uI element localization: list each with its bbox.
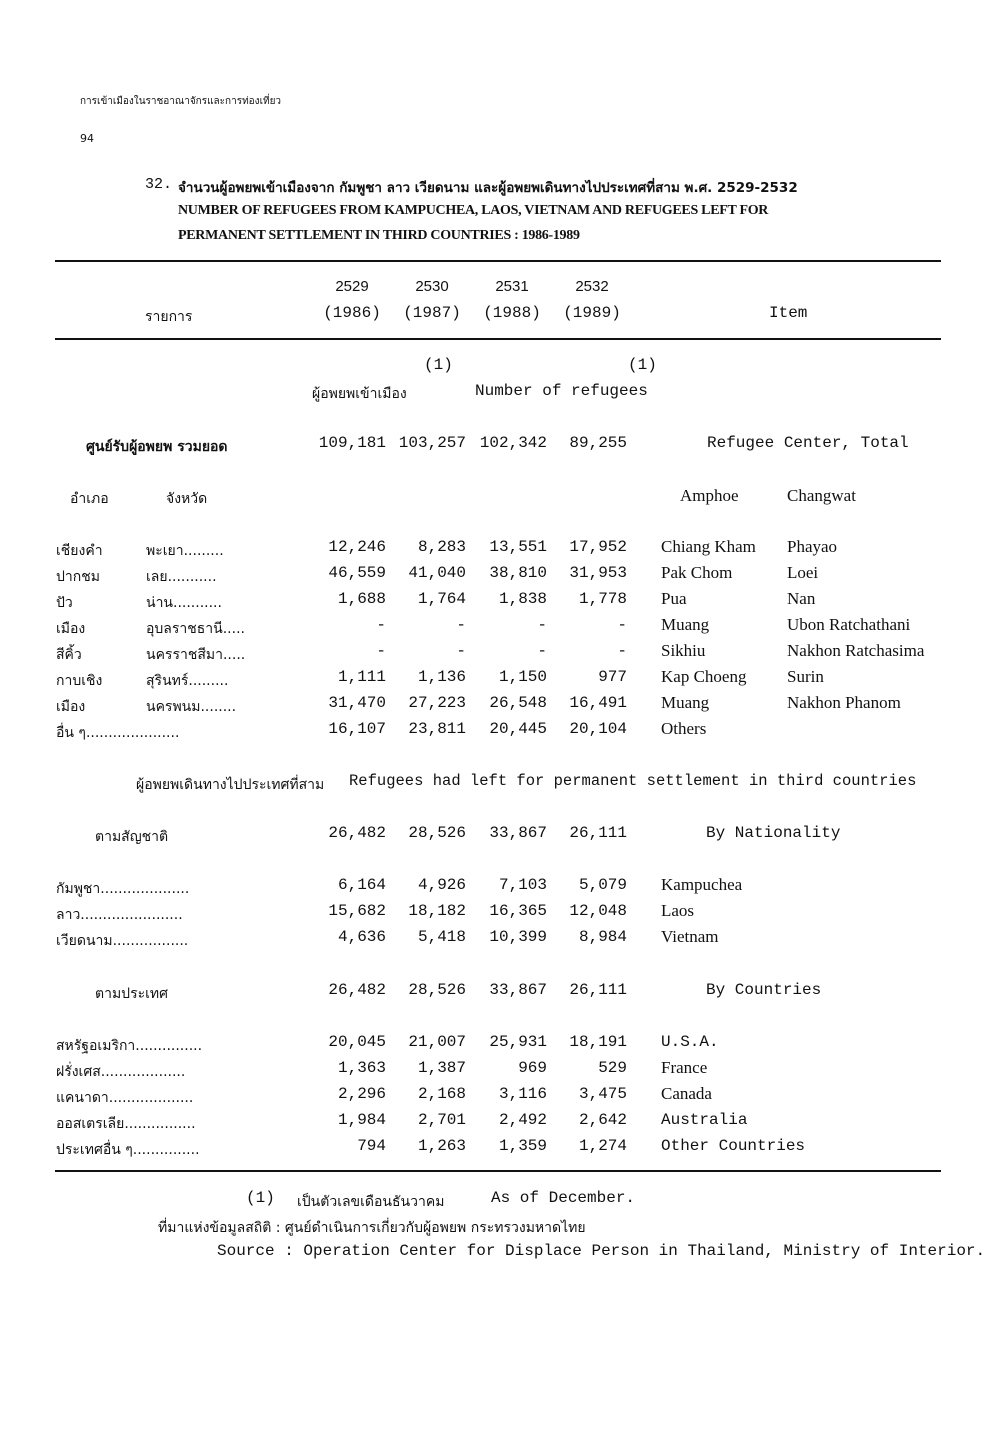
value-1986: 2,296 <box>337 1085 386 1103</box>
nationality-label-thai: ตามสัญชาติ <box>95 829 169 845</box>
row-label-english: France <box>661 1058 708 1077</box>
col-changwat-english: Changwat <box>787 486 856 505</box>
value-1986: 794 <box>357 1137 386 1155</box>
changwat-english: Nakhon Phanom <box>787 693 901 712</box>
header-year-be-1989: 2532 <box>575 278 609 295</box>
value-1986: 12,246 <box>328 538 386 556</box>
countries-1989: 26,111 <box>569 981 627 999</box>
row-label-thai: สหรัฐอเมริกา............... <box>56 1038 203 1054</box>
value-1989: - <box>617 616 627 634</box>
value-1987: - <box>456 642 466 660</box>
value-1987: 1,136 <box>417 668 466 686</box>
col-amphoe-english: Amphoe <box>680 486 739 505</box>
value-1988: 16,365 <box>489 902 547 920</box>
value-1987: 2,701 <box>417 1111 466 1129</box>
value-1987: 8,283 <box>417 538 466 556</box>
value-1989: 8,984 <box>578 928 627 946</box>
total-1986: 109,181 <box>318 434 386 452</box>
changwat-thai: พะเยา......... <box>146 543 224 559</box>
value-1987: 1,764 <box>417 590 466 608</box>
value-1989: 2,642 <box>578 1111 627 1129</box>
amphoe-thai: เชียงคำ <box>56 543 103 559</box>
amphoe-english: Kap Choeng <box>661 667 747 686</box>
footnote-mark: (1) <box>246 1189 275 1207</box>
value-1989: 3,475 <box>578 1085 627 1103</box>
nationality-1986: 26,482 <box>328 824 386 842</box>
row-label-thai: ฝรั่งเศส................... <box>56 1064 186 1080</box>
amphoe-thai: เมือง <box>56 621 86 637</box>
nationality-label-english: By Nationality <box>706 824 841 842</box>
value-1989: 977 <box>598 668 627 686</box>
value-1989: 16,491 <box>569 694 627 712</box>
value-1986: - <box>376 616 386 634</box>
value-1988: 20,445 <box>489 720 547 738</box>
value-1987: - <box>456 616 466 634</box>
changwat-thai: อุบลราชธานี..... <box>146 621 245 637</box>
value-1988: - <box>537 616 547 634</box>
value-1986: 4,636 <box>337 928 386 946</box>
countries-label-english: By Countries <box>706 981 822 999</box>
changwat-english: Phayao <box>787 537 838 556</box>
title-thai: จำนวนผู้อพยพเข้าเมืองจาก กัมพูชา ลาว เวียดนาม และผู้อพยพเดินทางไปประเทศที่สาม พ.ศ. 2529-2532 <box>178 180 798 196</box>
source-english: Source : Operation Center for Displace Person in Thailand, Ministry of Interior. <box>217 1242 986 1260</box>
source-thai: ที่มาแห่งข้อมูลสถิติ : ศูนย์ดำเนินการเกี่ยวกับผู้อพยพ กระทรวงมหาดไทย <box>158 1220 586 1236</box>
amphoe-thai: ปัว <box>56 595 73 611</box>
value-1987: 5,418 <box>417 928 466 946</box>
value-1987: 27,223 <box>408 694 466 712</box>
section1-thai: ผู้อพยพเข้าเมือง <box>312 386 407 402</box>
header-year-ce-1988: (1988) <box>483 304 541 322</box>
value-1986: 20,045 <box>328 1033 386 1051</box>
amphoe-english: Muang <box>661 693 710 712</box>
value-1986: 1,984 <box>337 1111 386 1129</box>
page-number: 94 <box>80 132 94 145</box>
changwat-thai: สุรินทร์......... <box>146 673 229 689</box>
section2-english: Refugees had left for permanent settlement in third countries <box>349 772 917 790</box>
amphoe-english: Muang <box>661 615 710 634</box>
amphoe-english: Pua <box>661 589 687 608</box>
header-year-ce-1987: (1987) <box>403 304 461 322</box>
row-label-english: Laos <box>661 901 695 920</box>
changwat-english: Surin <box>787 667 824 686</box>
total-1989: 89,255 <box>569 434 627 452</box>
header-year-be-1988: 2531 <box>495 278 529 295</box>
value-1987: 2,168 <box>417 1085 466 1103</box>
amphoe-english: Others <box>661 719 707 738</box>
value-1988: 13,551 <box>489 538 547 556</box>
changwat-thai: นครพนม........ <box>146 699 237 715</box>
value-1986: 16,107 <box>328 720 386 738</box>
amphoe-english: Pak Chom <box>661 563 733 582</box>
countries-1986: 26,482 <box>328 981 386 999</box>
row-label-english: Canada <box>661 1084 712 1103</box>
title-english-line1: NUMBER OF REFUGEES FROM KAMPUCHEA, LAOS, VIETNAM AND REFUGEES LEFT FOR <box>178 203 769 218</box>
amphoe-english: Chiang Kham <box>661 537 756 556</box>
amphoe-english: Sikhiu <box>661 641 706 660</box>
value-1988: 1,359 <box>498 1137 547 1155</box>
value-1988: 2,492 <box>498 1111 547 1129</box>
value-1987: 4,926 <box>417 876 466 894</box>
value-1987: 1,387 <box>417 1059 466 1077</box>
row-label-thai: ออสเตรเลีย................ <box>56 1116 196 1132</box>
value-1986: 31,470 <box>328 694 386 712</box>
footnote-mark-b: (1) <box>628 356 657 374</box>
header-item-thai: รายการ <box>145 309 193 325</box>
value-1989: 529 <box>598 1059 627 1077</box>
value-1986: 46,559 <box>328 564 386 582</box>
header-year-ce-1989: (1989) <box>563 304 621 322</box>
amphoe-thai: กาบเชิง <box>56 673 103 689</box>
footnote-mark-a: (1) <box>424 356 453 374</box>
value-1987: 21,007 <box>408 1033 466 1051</box>
value-1989: 5,079 <box>578 876 627 894</box>
countries-1987: 28,526 <box>408 981 466 999</box>
value-1989: 12,048 <box>569 902 627 920</box>
value-1989: 31,953 <box>569 564 627 582</box>
row-label-english: Kampuchea <box>661 875 743 894</box>
value-1986: 1,363 <box>337 1059 386 1077</box>
value-1988: 1,838 <box>498 590 547 608</box>
value-1988: 10,399 <box>489 928 547 946</box>
countries-1988: 33,867 <box>489 981 547 999</box>
value-1988: 3,116 <box>498 1085 547 1103</box>
value-1986: - <box>376 642 386 660</box>
value-1986: 1,688 <box>337 590 386 608</box>
value-1988: 969 <box>518 1059 547 1077</box>
value-1988: 26,548 <box>489 694 547 712</box>
changwat-english: Nakhon Ratchasima <box>787 641 925 660</box>
title-english-line2: PERMANENT SETTLEMENT IN THIRD COUNTRIES : 1986-1989 <box>178 228 580 243</box>
countries-label-thai: ตามประเทศ <box>95 986 169 1002</box>
total-label-thai: ศูนย์รับผู้อพยพ รวมยอด <box>86 439 228 455</box>
value-1987: 23,811 <box>408 720 466 738</box>
col-changwat-thai: จังหวัด <box>166 491 208 507</box>
value-1989: 18,191 <box>569 1033 627 1051</box>
section1-english: Number of refugees <box>475 382 648 400</box>
section2-thai: ผู้อพยพเดินทางไปประเทศที่สาม <box>136 777 325 793</box>
value-1987: 18,182 <box>408 902 466 920</box>
value-1989: 20,104 <box>569 720 627 738</box>
total-1987: 103,257 <box>398 434 466 452</box>
changwat-thai: น่าน........... <box>146 595 222 611</box>
amphoe-thai: เมือง <box>56 699 86 715</box>
amphoe-thai: สีคิ้ว <box>56 647 82 663</box>
row-label-thai: ลาว....................... <box>56 907 183 923</box>
header-year-be-1987: 2530 <box>415 278 449 295</box>
value-1988: 7,103 <box>498 876 547 894</box>
footnote-thai: เป็นตัวเลขเดือนธันวาคม <box>297 1194 445 1210</box>
total-1988: 102,342 <box>479 434 547 452</box>
row-label-english: Australia <box>661 1111 748 1129</box>
row-label-thai: กัมพูชา.................... <box>56 881 190 897</box>
changwat-english: Nan <box>787 589 816 608</box>
top-rule <box>55 260 941 262</box>
changwat-thai: เลย........... <box>146 569 217 585</box>
changwat-english: Loei <box>787 563 819 582</box>
total-label-english: Refugee Center, Total <box>707 434 909 452</box>
table-number: 32. <box>145 176 173 193</box>
nationality-1987: 28,526 <box>408 824 466 842</box>
nationality-1988: 33,867 <box>489 824 547 842</box>
row-label-thai: ประเทศอื่น ๆ............... <box>56 1142 200 1158</box>
header-year-ce-1986: (1986) <box>323 304 381 322</box>
value-1988: - <box>537 642 547 660</box>
value-1989: 17,952 <box>569 538 627 556</box>
changwat-thai: นครราชสีมา..... <box>146 647 246 663</box>
value-1988: 25,931 <box>489 1033 547 1051</box>
row-label-english: Other Countries <box>661 1137 806 1155</box>
header-rule <box>55 338 941 340</box>
footnote-english: As of December. <box>491 1189 636 1207</box>
value-1987: 1,263 <box>417 1137 466 1155</box>
changwat-english: Ubon Ratchathani <box>787 615 911 634</box>
row-label-english: Vietnam <box>661 927 719 946</box>
header-item-english: Item <box>769 304 808 322</box>
col-amphoe-thai: อำเภอ <box>70 491 109 507</box>
value-1986: 6,164 <box>337 876 386 894</box>
value-1988: 1,150 <box>498 668 547 686</box>
nationality-1989: 26,111 <box>569 824 627 842</box>
header-year-be-1986: 2529 <box>335 278 369 295</box>
bottom-rule <box>55 1170 941 1172</box>
value-1986: 1,111 <box>337 668 386 686</box>
value-1986: 15,682 <box>328 902 386 920</box>
value-1989: 1,274 <box>578 1137 627 1155</box>
row-label-thai: เวียดนาม................. <box>56 933 189 949</box>
running-header: การเข้าเมืองในราชอาณาจักรและการท่องเที่ยว <box>80 96 282 107</box>
value-1987: 41,040 <box>408 564 466 582</box>
amphoe-thai: ปากชม <box>56 569 100 585</box>
amphoe-thai: อื่น ๆ..................... <box>56 725 180 741</box>
row-label-english: U.S.A. <box>661 1033 719 1051</box>
value-1988: 38,810 <box>489 564 547 582</box>
row-label-thai: แคนาดา................... <box>56 1090 194 1106</box>
value-1989: - <box>617 642 627 660</box>
value-1989: 1,778 <box>578 590 627 608</box>
